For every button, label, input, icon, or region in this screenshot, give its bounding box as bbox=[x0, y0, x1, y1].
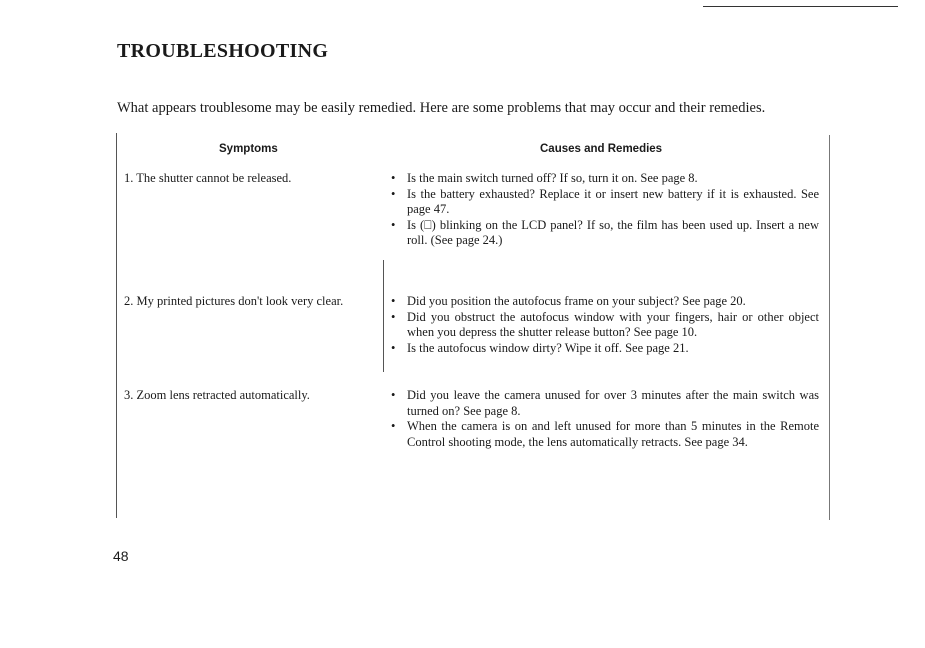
cause-item bbox=[389, 341, 819, 357]
cause-text: Did you obstruct the autofocus window with your fingers, hair or other object when you depress the shutter release button? See page 10. bbox=[407, 309, 819, 339]
cause-item bbox=[389, 310, 819, 341]
symptom-text: The shutter cannot be released. bbox=[136, 171, 292, 185]
top-rule bbox=[703, 6, 898, 7]
symptom-number: 3. bbox=[124, 388, 134, 402]
causes-list-1 bbox=[389, 171, 819, 249]
bullet-icon: • bbox=[391, 171, 396, 185]
symptoms-header: Symptoms bbox=[219, 143, 278, 155]
table-middle-border bbox=[383, 260, 384, 372]
intro-paragraph: What appears troublesome may be easily remedied. Here are some problems that may occur and their remedies. bbox=[117, 100, 766, 116]
cause-item bbox=[389, 171, 819, 187]
symptom-text: My printed pictures don't look very clear. bbox=[136, 294, 344, 308]
cause-text: Is the autofocus window dirty? Wipe it off. See page 21. bbox=[407, 340, 689, 355]
symptom-2 bbox=[124, 294, 374, 310]
bullet-icon: • bbox=[391, 340, 396, 355]
causes-header: Causes and Remedies bbox=[540, 143, 663, 155]
bullet-icon: • bbox=[391, 419, 396, 433]
bullet-icon: • bbox=[391, 388, 396, 402]
causes-list-3 bbox=[389, 388, 819, 450]
cause-item bbox=[389, 294, 819, 310]
table-right-border bbox=[829, 135, 830, 520]
symptom-1 bbox=[124, 171, 376, 187]
cause-item bbox=[389, 187, 819, 218]
bullet-icon: • bbox=[391, 294, 396, 308]
cause-text: Is the battery exhausted? Replace it or insert new battery if it is exhausted. See page 47. bbox=[407, 186, 819, 216]
cause-text: Did you position the autofocus frame on your subject? See page 20. bbox=[407, 294, 746, 308]
causes-list-2 bbox=[389, 294, 819, 356]
bullet-icon: • bbox=[391, 309, 396, 324]
cause-text: Is the main switch turned off? If so, turn it on. See page 8. bbox=[407, 171, 698, 185]
symptom-number: 1. bbox=[124, 171, 134, 185]
page-title: TROUBLESHOOTING bbox=[117, 40, 329, 62]
symptom-number: 2. bbox=[124, 294, 134, 308]
bullet-icon: • bbox=[391, 217, 396, 232]
cause-text: Is (⎕) blinking on the LCD panel? If so, the film has been used up. Insert a new roll. (See page 24.) bbox=[407, 217, 819, 247]
cause-text: When the camera is on and left unused for more than 5 minutes in the Remote Control shooting mode, the lens automatically retracts. See page 34. bbox=[407, 419, 819, 449]
symptom-3 bbox=[124, 388, 376, 404]
page-number: 48 bbox=[113, 548, 129, 564]
cause-item bbox=[389, 419, 819, 450]
cause-text: Did you leave the camera unused for over 3 minutes after the main switch was turned on? See page 8. bbox=[407, 388, 819, 418]
symptom-text: Zoom lens retracted automatically. bbox=[136, 388, 310, 402]
table-left-border bbox=[116, 133, 117, 518]
cause-item bbox=[389, 388, 819, 419]
bullet-icon: • bbox=[391, 186, 396, 201]
cause-item bbox=[389, 218, 819, 249]
